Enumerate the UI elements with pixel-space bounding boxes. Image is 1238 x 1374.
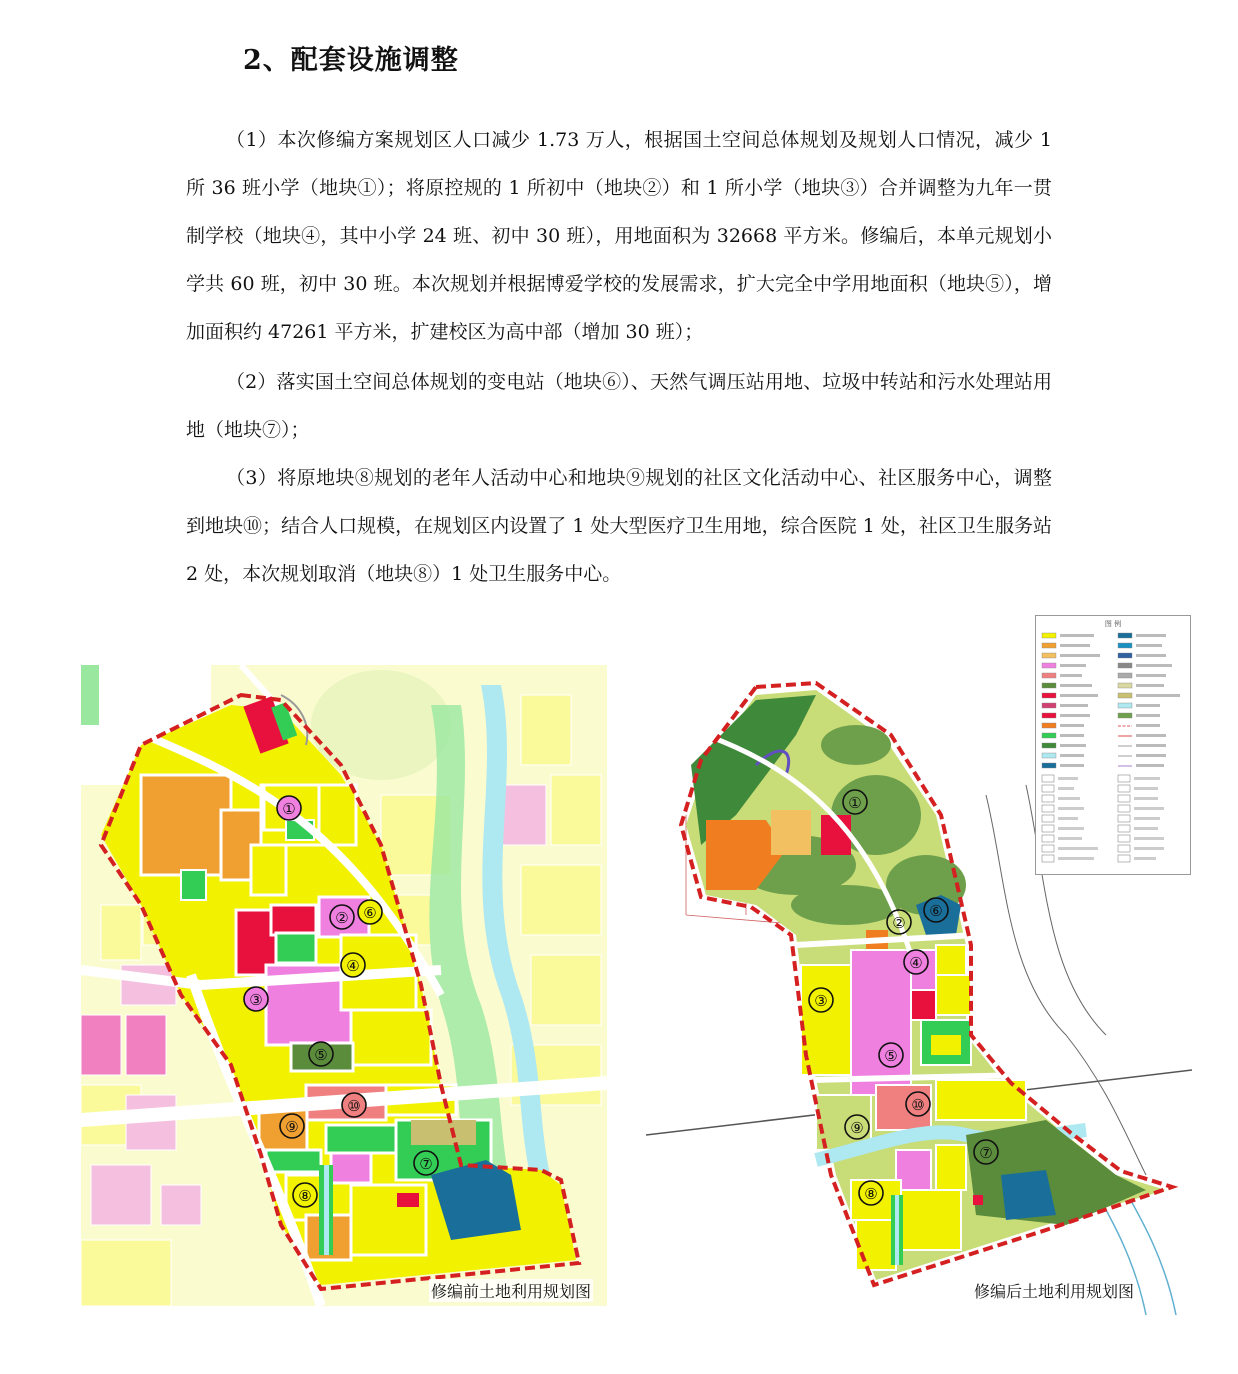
marker-after-7: ⑦ [979, 1144, 993, 1162]
marker-8: ⑧ [298, 1187, 312, 1205]
marker-after-8: ⑧ [864, 1185, 878, 1203]
marker-after-9: ⑨ [850, 1119, 864, 1137]
land-use-map-before [81, 665, 607, 1306]
legend-swatches [1036, 629, 1190, 869]
map-legend [1035, 615, 1191, 875]
marker-after-2: ② [892, 914, 906, 932]
marker-after-4: ④ [909, 954, 923, 972]
paragraph-3: （3）将原地块⑧规划的老年人活动中心和地块⑨规划的社区文化活动中心、社区服务中心，调整到地块⑩；结合人口规模，在规划区内设置了 1 处大型医疗卫生用地，综合医院 1 处，社区卫生服务站 2 处，本次规划取消（地块⑧）1 处卫生服务中心。 [186, 467, 1052, 585]
caption-after: 修编后土地利用规划图 [972, 1279, 1136, 1302]
marker-9: ⑨ [285, 1118, 299, 1136]
marker-2: ② [335, 909, 349, 927]
marker-4: ④ [346, 957, 360, 975]
marker-7: ⑦ [419, 1155, 433, 1173]
marker-5: ⑤ [314, 1046, 328, 1064]
paragraph-2: （2）落实国土空间总体规划的变电站（地块⑥）、天然气调压站用地、垃圾中转站和污水处理站用地（地块⑦）； [186, 371, 1052, 441]
paragraph-1: （1）本次修编方案规划区人口减少 1.73 万人，根据国土空间总体规划及规划人口情况，减少 1 所 36 班小学（地块①）；将原控规的 1 所初中（地块②）和 1 所小学（地块③）合并调整为九年一贯制学校（地块④，其中小学 24 班、初中 30 班），用地面积为 32668 平方米。修编后，本单元规划小学共 60 班，初中 30 班。本次规划并根据博爱学校的发展需求，扩大完全中学用地面积（地块⑤），增加面积约 47261 平方米，扩建校区为高中部（增加 30 班）； [186, 129, 1052, 343]
marker-after-1: ① [848, 794, 862, 812]
map-before-graphic [81, 665, 607, 1306]
marker-after-10: ⑩ [911, 1096, 925, 1114]
section-heading: 2、配套设施调整 [243, 45, 459, 76]
marker-after-5: ⑤ [884, 1047, 898, 1065]
marker-6: ⑥ [363, 904, 377, 922]
legend-title: 图 例 [1104, 620, 1122, 628]
marker-after-6: ⑥ [929, 902, 943, 920]
marker-3: ③ [249, 991, 263, 1009]
marker-1: ① [282, 800, 296, 818]
marker-10: ⑩ [347, 1097, 361, 1115]
marker-after-3: ③ [814, 992, 828, 1010]
caption-before: 修编前土地利用规划图 [429, 1279, 593, 1302]
